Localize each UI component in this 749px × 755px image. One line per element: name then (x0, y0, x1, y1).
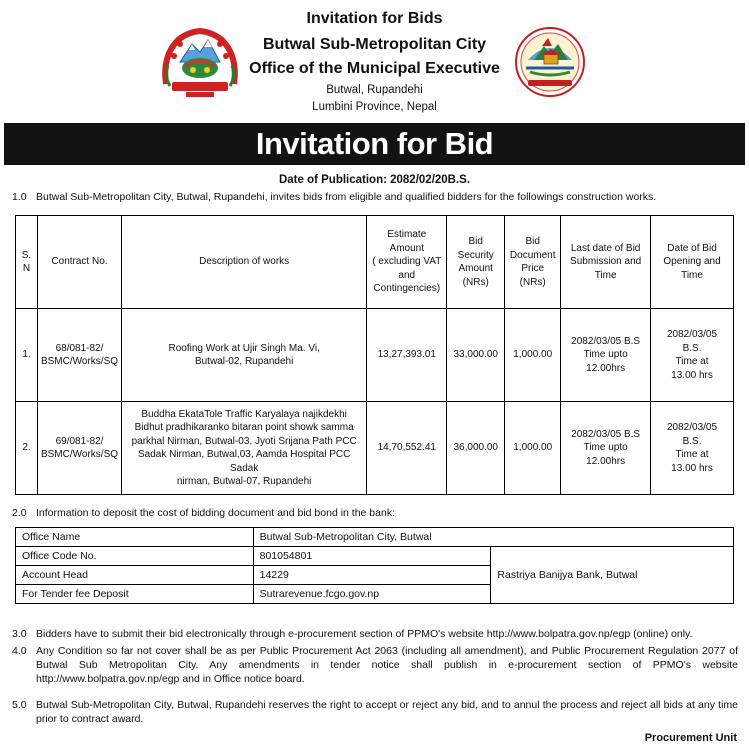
section-5-number: 5.0 (12, 699, 27, 711)
table-row (16, 309, 734, 402)
header-district: Butwal, Rupandehi (326, 84, 423, 96)
row-security: 36,000.00 (447, 402, 505, 495)
row-contract: 68/081-82/ BSMC/Works/SQ (37, 309, 121, 402)
col-header-last-date: Last date of Bid Submission and Time (561, 216, 651, 309)
row-contract: 69/081-82/ BSMC/Works/SQ (37, 402, 121, 495)
table-row (16, 547, 734, 566)
nepal-government-emblem-icon (158, 26, 242, 100)
works-table-header-row (16, 216, 734, 309)
row-sn: 1. (16, 309, 38, 402)
notice-header (0, 0, 749, 122)
row-last-date: 2082/03/05 B.S Time upto 12.00hrs (561, 309, 651, 402)
section-5-text: Butwal Sub-Metropolitan City, Butwal, Rupandehi reserves the right to accept or reject any bid, and to annul the process and reject all bids at any time prior to contract award. (36, 699, 738, 725)
col-header-contract: Contract No. (37, 216, 121, 309)
bank-name: Rastriya Banijya Bank, Butwal (491, 547, 734, 604)
account-head-value: 14229 (253, 566, 491, 585)
row-doc-price: 1,000.00 (505, 402, 561, 495)
col-header-security: Bid Security Amount (NRs) (447, 216, 505, 309)
col-header-opening: Date of Bid Opening and Time (651, 216, 734, 309)
section-4-number: 4.0 (12, 645, 27, 657)
table-row (16, 402, 734, 495)
header-title: Invitation for Bids (306, 10, 443, 27)
office-code-label: Office Code No. (16, 547, 254, 566)
row-estimate: 13,27,393.01 (367, 309, 447, 402)
row-last-date: 2082/03/05 B.S Time upto 12.00hrs (561, 402, 651, 495)
col-header-sn: S. N (16, 216, 38, 309)
table-row (16, 528, 734, 547)
row-description: Roofing Work at Ujir Singh Ma. Vi, Butwal-02, Rupandehi (122, 309, 367, 402)
page-title-banner: Invitation for Bid (4, 123, 745, 165)
col-header-doc-price: Bid Document Price (NRs) (505, 216, 561, 309)
works-table (15, 215, 734, 495)
row-opening: 2082/03/05 B.S. Time at 13.00 hrs (651, 309, 734, 402)
row-security: 33,000.00 (447, 309, 505, 402)
section-1-text: Butwal Sub-Metropolitan City, Butwal, Rupandehi, invites bids from eligible and qualified bidders for the followings construction works. (36, 191, 657, 203)
row-opening: 2082/03/05 B.S. Time at 13.00 hrs (651, 402, 734, 495)
section-2-text: Information to deposit the cost of bidding document and bid bond in the bank: (36, 507, 395, 519)
tender-fee-label: For Tender fee Deposit (16, 585, 254, 604)
procurement-unit-signature: Procurement Unit (644, 732, 737, 744)
section-2-number: 2.0 (12, 507, 27, 519)
row-description: Buddha EkataTole Traffic Karyalaya najikdekhi Bidhut pradhikaranko bitaran point showk samma parkhal Nirman, Butwal-03, Jyoti Srijana Path PCC Sadak Nirman, Butwal,03, Aamda Hospital PCC Sadak nirman, Butwal-07, Rupandehi (122, 402, 367, 495)
section-3-number: 3.0 (12, 628, 27, 640)
bank-info-table (15, 527, 734, 604)
office-code-value: 801054801 (253, 547, 491, 566)
row-doc-price: 1,000.00 (505, 309, 561, 402)
tender-fee-value: Sutrarevenue.fcgo.gov.np (253, 585, 491, 604)
publication-date: Date of Publication: 2082/02/20B.S. (278, 174, 471, 186)
col-header-estimate: Estimate Amount ( excluding VAT and Contingencies) (367, 216, 447, 309)
row-estimate: 14,70,552.41 (367, 402, 447, 495)
header-province: Lumbini Province, Nepal (312, 101, 437, 113)
header-city: Butwal Sub-Metropolitan City (262, 36, 487, 53)
butwal-municipality-logo-icon (514, 26, 586, 98)
office-name-label: Office Name (16, 528, 254, 547)
row-sn: 2. (16, 402, 38, 495)
col-header-description: Description of works (122, 216, 367, 309)
header-office: Office of the Municipal Executive (249, 60, 500, 77)
account-head-label: Account Head (16, 566, 254, 585)
section-3-text: Bidders have to submit their bid electronically through e-procurement section of PPMO's website http://www.bolpatra.gov.np/egp (online) only. (36, 628, 693, 640)
office-name-value: Butwal Sub-Metropolitan City, Butwal (253, 528, 733, 547)
section-4-text: Any Condition so far not cover shall be as per Public Procurement Act 2063 (including all amendment), and Public Procurement Regulation 2077 of Butwal Sub Metropolitan City. Any amendments in tender notice shall publish in e-procurement section of PPMO's website http://www.bolpatra.gov.np/egp and in Office notice board. (36, 645, 738, 685)
section-1-number: 1.0 (12, 191, 27, 203)
